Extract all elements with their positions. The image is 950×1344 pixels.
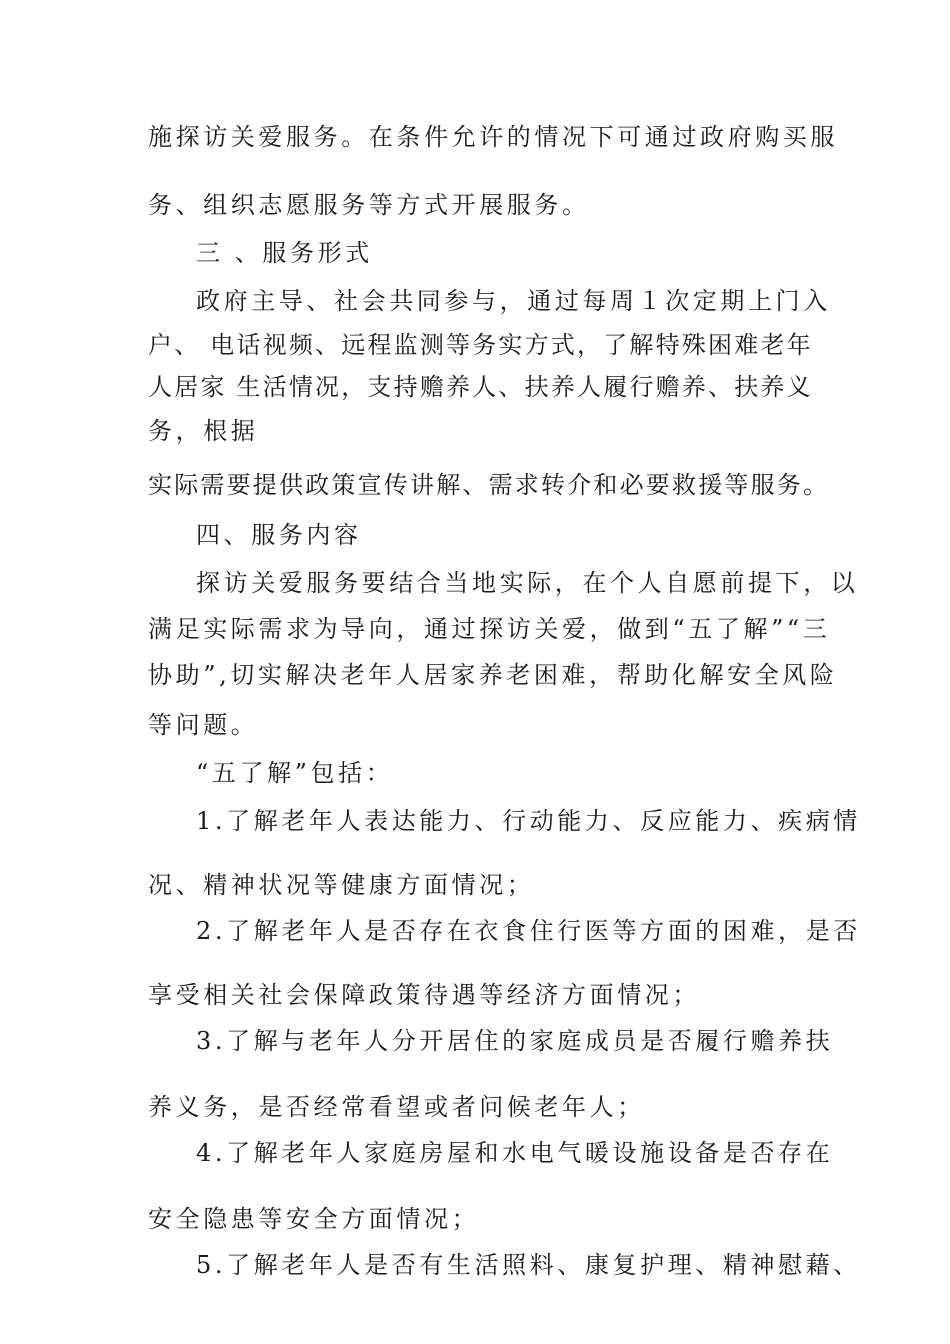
paragraph-line-10: 探访关爱服务要结合当地实际，在个人自愿前提下，以 — [196, 569, 859, 597]
list-item-2-line-2: 享受相关社会保障政策待遇等经济方面情况； — [148, 981, 700, 1009]
paragraph-line-2: 务、组织志愿服务等方式开展服务。 — [148, 191, 590, 219]
list-item-4-line-1: 4.了解老年人家庭房屋和水电气暖设施设备是否存在 — [196, 1139, 834, 1167]
list-item-2-line-1: 2.了解老年人是否存在衣食住行医等方面的困难，是否 — [196, 917, 861, 945]
list-item-5-line-1: 5.了解老年人是否有生活照料、康复护理、精神慰藉、 — [196, 1251, 861, 1279]
paragraph-line-13: 等问题。 — [148, 711, 259, 739]
paragraph-line-7: 务，根据 — [148, 417, 259, 445]
paragraph-line-4: 政府主导、社会共同参与，通过每周１次定期上门入 — [196, 287, 831, 315]
paragraph-line-11: 满足实际需求为导向，通过探访关爱，做到“五了解”“三 — [148, 615, 831, 643]
list-item-1-line-2: 况、精神状况等健康方面情况； — [148, 871, 535, 899]
paragraph-line-5: 户、 电话视频、远程监测等务实方式，了解特殊困难老年 — [148, 331, 813, 359]
section-heading-service-form: 三 、服务形式 — [196, 239, 373, 267]
list-heading-five-understandings: “五了解”包括： — [196, 759, 394, 787]
paragraph-line-6: 人居家 生活情况，支持赡养人、扶养人履行赡养、扶养义 — [148, 373, 813, 401]
paragraph-line-8: 实际需要提供政策宣传讲解、需求转介和必要救援等服务。 — [148, 471, 830, 499]
paragraph-line-1: 施探访关爱服务。在条件允许的情况下可通过政府购买服 — [148, 123, 838, 151]
list-item-3-line-2: 养义务，是否经常看望或者问候老年人； — [148, 1093, 645, 1121]
list-item-4-line-2: 安全隐患等安全方面情况； — [148, 1205, 480, 1233]
section-heading-service-content: 四、服务内容 — [196, 521, 362, 549]
list-item-1-line-1: 1.了解老年人表达能力、行动能力、反应能力、疾病情 — [196, 807, 861, 835]
list-item-3-line-1: 3.了解与老年人分开居住的家庭成员是否履行赡养扶 — [196, 1027, 834, 1055]
paragraph-line-12: 协助”,切实解决老年人居家养老困难，帮助化解安全风险 — [148, 661, 838, 689]
